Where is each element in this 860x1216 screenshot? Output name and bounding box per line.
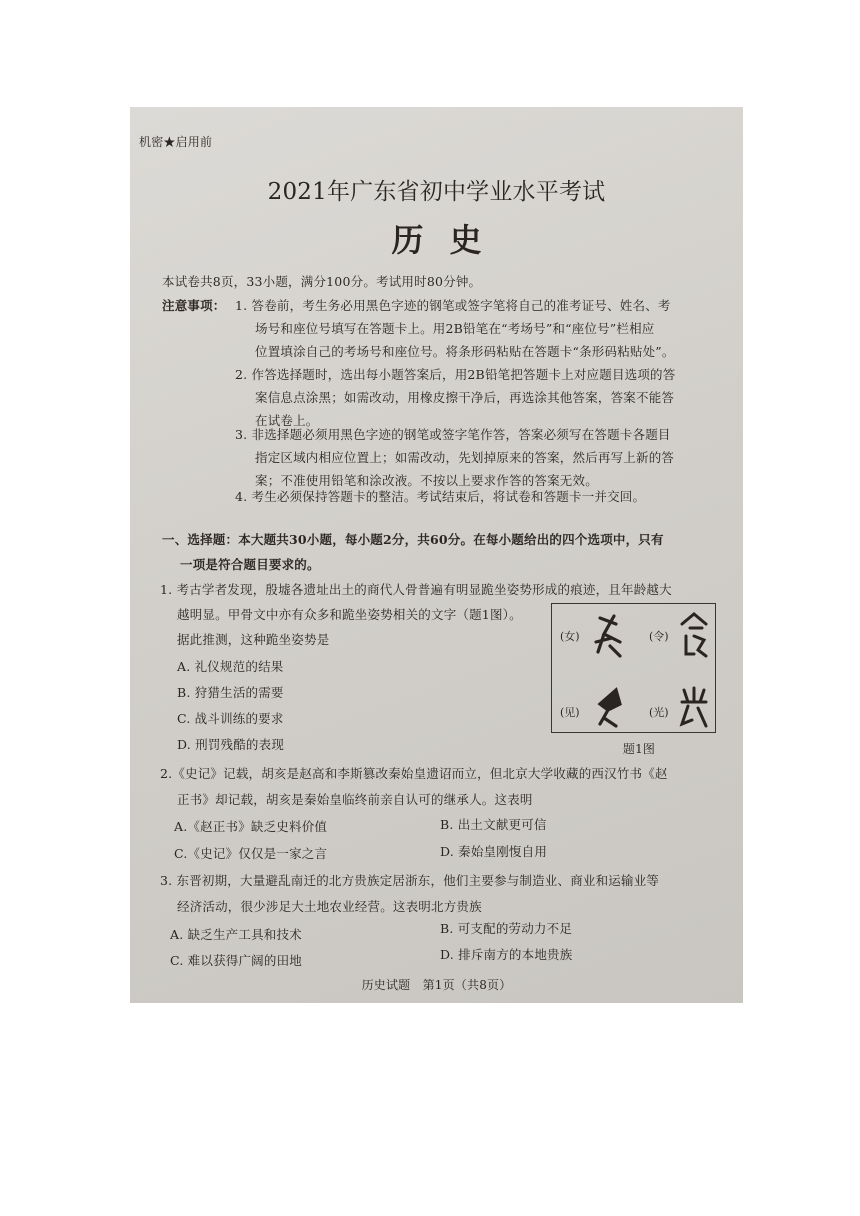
question-3-option-c: C. 难以获得广阔的田地 bbox=[170, 953, 302, 968]
notice-line: 指定区域内相应位置上；如需改动，先划掉原来的答案，然后再写上新的答 bbox=[255, 450, 675, 465]
oracle-bone-figure bbox=[551, 603, 716, 733]
secret-mark: 机密★启用前 bbox=[139, 135, 213, 149]
question-3-option-a: A. 缺乏生产工具和技术 bbox=[170, 927, 302, 942]
notice-line: 案信息点涂黑；如需改动，用橡皮擦干净后，再选涂其他答案，答案不能答 bbox=[255, 390, 675, 405]
figure-label: (见) bbox=[560, 706, 580, 719]
notice-line: 2. 作答选择题时，选出每小题答案后，用2B铅笔把答题卡上对应题目选项的答 bbox=[235, 367, 676, 382]
question-2-option-a: A.《赵正书》缺乏史料价值 bbox=[174, 819, 328, 834]
notice-line: 1. 答卷前，考生务必用黑色字迹的钢笔或签字笔将自己的准考证号、姓名、考 bbox=[235, 298, 671, 313]
oracle-glyph-woman bbox=[590, 612, 630, 660]
question-2-option-d: D. 秦始皇刚愎自用 bbox=[440, 844, 548, 859]
question-3-option-b: B. 可支配的劳动力不足 bbox=[440, 921, 573, 936]
question-2-option-b: B. 出土文献更可信 bbox=[440, 817, 547, 832]
exam-page-photo bbox=[130, 107, 743, 1003]
section-title: 一、选择题：本大题共30小题，每小题2分，共60分。在每小题给出的四个选项中，只有 bbox=[162, 532, 664, 547]
exam-info: 本试卷共8页，33小题，满分100分。考试用时80分钟。 bbox=[162, 274, 482, 289]
question-1-option-a: A. 礼仪规范的结果 bbox=[177, 659, 284, 674]
oracle-glyph-see bbox=[590, 684, 630, 730]
question-1-stem: 越明显。甲骨文中亦有众多和跪坐姿势相关的文字（题1图）。 bbox=[177, 607, 522, 622]
question-3-stem: 3. 东晋初期，大量避乱南迁的北方贵族定居浙东，他们主要参与制造业、商业和运输业等 bbox=[160, 873, 660, 888]
question-3-option-d: D. 排斥南方的本地贵族 bbox=[440, 947, 573, 962]
figure-caption: 题1图 bbox=[622, 742, 656, 756]
subject-title: 历史 bbox=[391, 221, 508, 259]
question-1-stem: 据此推测，这种跪坐姿势是 bbox=[177, 632, 330, 647]
question-1-option-d: D. 刑罚残酷的表现 bbox=[177, 737, 285, 752]
figure-label: (令) bbox=[649, 630, 669, 643]
notice-line: 3. 非选择题必须用黑色字迹的钢笔或签字笔作答，答案必须写在答题卡各题目 bbox=[235, 427, 671, 442]
exam-title: 2021年广东省初中学业水平考试 bbox=[267, 179, 606, 205]
notice-line: 场号和座位号填写在答题卡上。用2B铅笔在“考场号”和“座位号”栏相应 bbox=[255, 321, 655, 336]
question-2-option-c: C.《史记》仅仅是一家之言 bbox=[174, 846, 328, 861]
question-2-stem: 2.《史记》记载，胡亥是赵高和李斯篡改秦始皇遗诏而立，但北京大学收藏的西汉竹书《赵 bbox=[160, 766, 668, 781]
notice-label: 注意事项： bbox=[162, 298, 226, 313]
figure-label: (女) bbox=[560, 630, 580, 643]
question-1-stem: 1. 考古学者发现，殷墟各遗址出土的商代人骨普遍有明显跪坐姿势形成的痕迹，且年龄越大 bbox=[160, 582, 672, 597]
oracle-glyph-light bbox=[676, 686, 712, 730]
section-title-cont: 一项是符合题目要求的。 bbox=[180, 557, 320, 572]
question-2-stem: 正书》却记载，胡亥是秦始皇临终前亲自认可的继承人。这表明 bbox=[177, 792, 533, 807]
oracle-glyph-command bbox=[678, 610, 710, 660]
question-1-option-c: C. 战斗训练的要求 bbox=[177, 711, 284, 726]
notice-line: 4. 考生必须保持答题卡的整洁。考试结束后，将试卷和答题卡一并交回。 bbox=[235, 489, 646, 504]
question-1-option-b: B. 狩猎生活的需要 bbox=[177, 685, 284, 700]
notice-line: 案；不准使用铅笔和涂改液。不按以上要求作答的答案无效。 bbox=[255, 473, 598, 488]
notice-line: 在试卷上。 bbox=[255, 413, 319, 428]
notice-line: 位置填涂自己的考场号和座位号。将条形码粘贴在答题卡“条形码粘贴处”。 bbox=[255, 344, 675, 359]
figure-label: (光) bbox=[649, 706, 669, 719]
question-3-stem: 经济活动，很少涉足大土地农业经营。这表明北方贵族 bbox=[177, 899, 482, 914]
page-footer: 历史试题 第1页（共8页） bbox=[361, 978, 512, 992]
